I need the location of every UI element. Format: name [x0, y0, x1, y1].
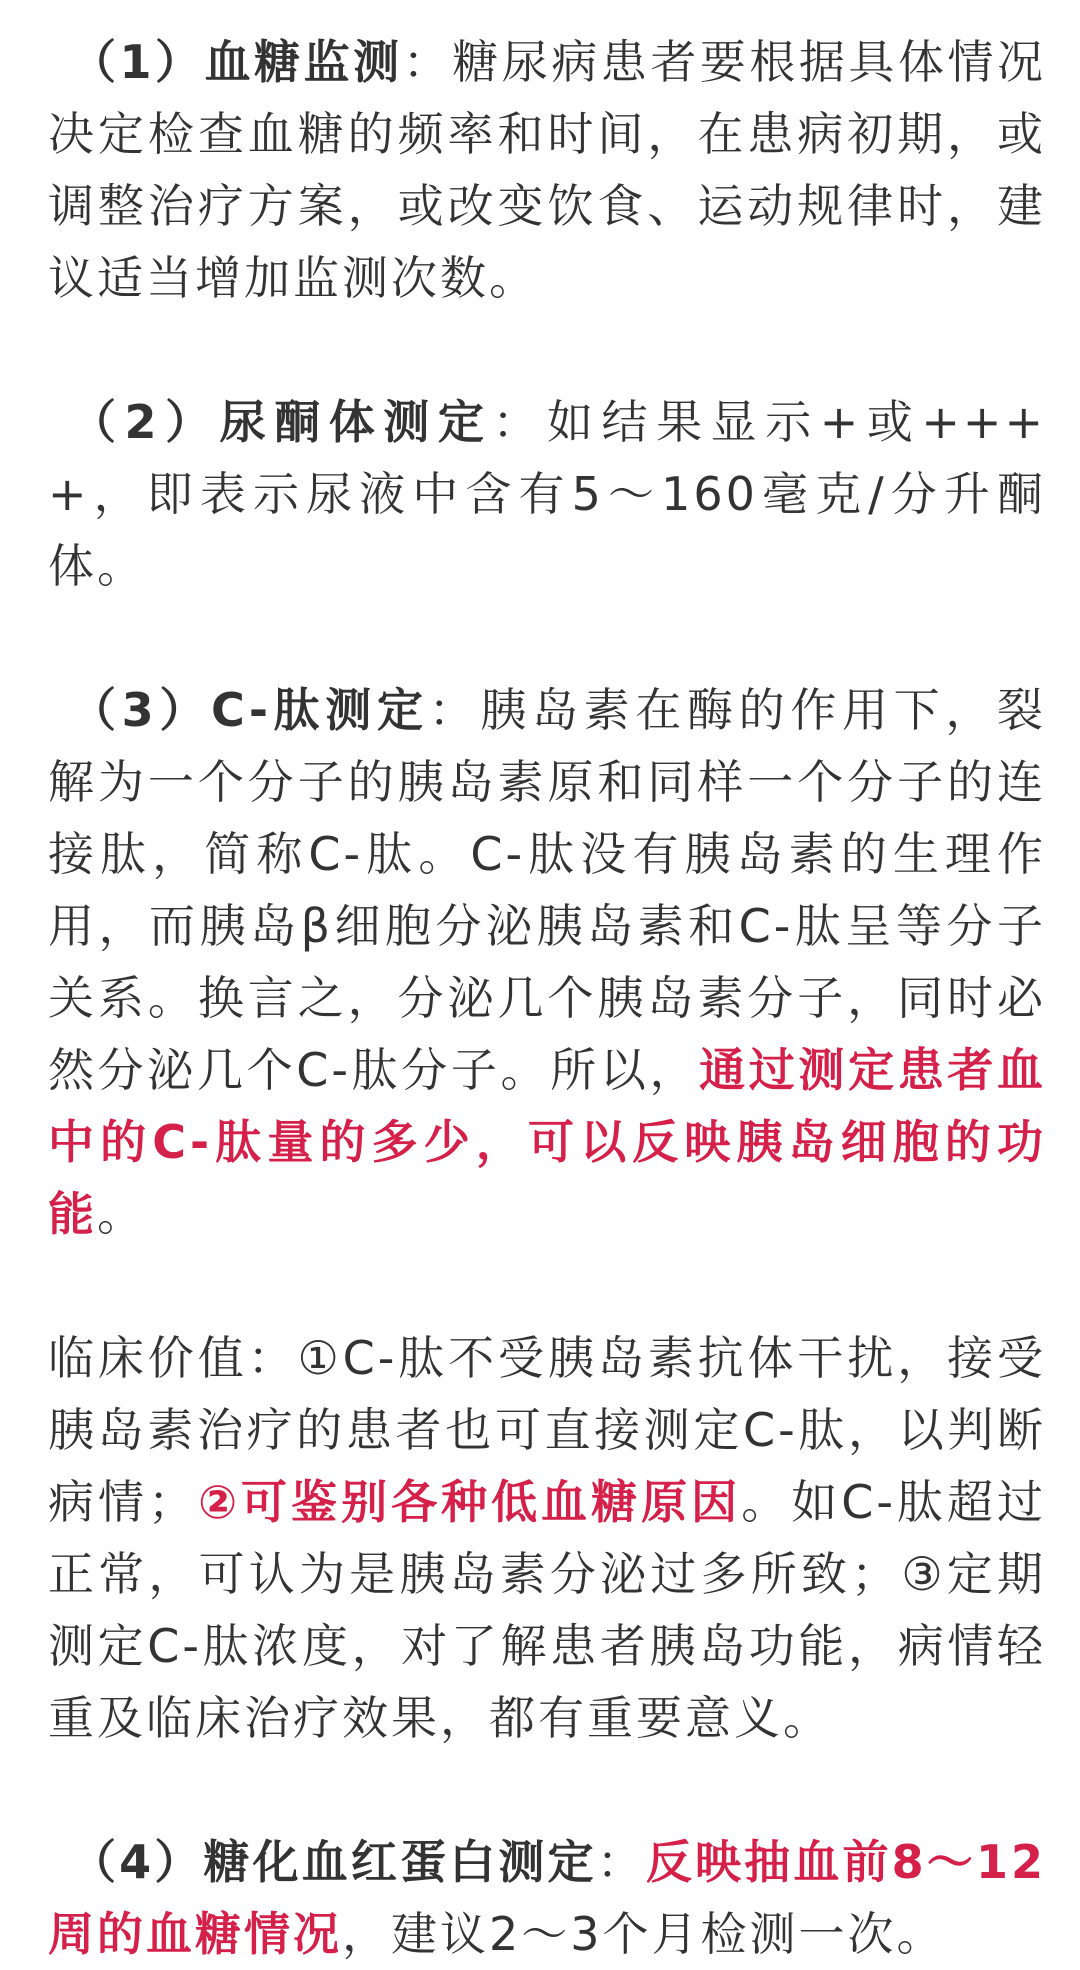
- paragraph-blood-glucose-monitoring: [48, 26, 1046, 314]
- separator: ：: [596, 1835, 646, 1889]
- body-text-after: 。如C-肽超过正常，可认为是胰岛素分泌过多所致；③定期测定C-肽浓度，对了解患者胰岛功能，病情轻重及临床治疗效果，都有重要意义。: [48, 1475, 1047, 1745]
- body-text: 糖尿病患者要根据具体情况决定检查血糖的频率和时间，在患病初期，或调整治疗方案，或改变饮食、运动规律时，建议适当增加监测次数。: [48, 35, 1046, 305]
- paragraph-c-peptide-test: [48, 674, 1046, 1250]
- separator: ：: [402, 35, 453, 89]
- paragraph-clinical-value: [48, 1322, 1046, 1754]
- separator: ：: [428, 683, 481, 737]
- paragraph-hba1c-test: [48, 1826, 1046, 1970]
- body-text: ，建议2～3个月检测一次。: [342, 1907, 946, 1961]
- body-text: 胰岛素在酶的作用下，裂解为一个分子的胰岛素原和同样一个分子的连接肽，简称C-肽。C-肽没有胰岛素的生理作用，而胰岛β细胞分泌胰岛素和C-肽呈等分子关系。换言之，分泌几个胰岛素分子，同时必然分泌几个C-肽分子。所以，: [48, 683, 1047, 1097]
- highlight-text: ②可鉴别各种低血糖原因: [197, 1475, 742, 1529]
- heading-urine-ketone-test: （2）尿酮体测定: [70, 395, 493, 449]
- heading-blood-glucose-monitoring: （1）血糖监测: [70, 35, 403, 89]
- body-text-end: 。: [97, 1187, 146, 1241]
- paragraph-urine-ketone-test: [48, 386, 1046, 602]
- highlight-text: 通过测定患者血中的C-肽量的多少，可以反映胰岛细胞的功能: [48, 1043, 1047, 1241]
- body-text: 临床价值：①C-肽不受胰岛素抗体干扰，接受胰岛素治疗的患者也可直接测定C-肽，以判断病情；: [48, 1331, 1046, 1529]
- body-text: 如结果显示+或++++，即表示尿液中含有5～160毫克/分升酮体。: [48, 395, 1047, 593]
- highlight-text: 反映抽血前8～12周的血糖情况: [48, 1835, 1046, 1961]
- heading-c-peptide-test: （3）C-肽测定: [70, 683, 429, 737]
- separator: ：: [492, 395, 547, 449]
- heading-hba1c-test: （4）糖化血红蛋白测定: [70, 1835, 597, 1889]
